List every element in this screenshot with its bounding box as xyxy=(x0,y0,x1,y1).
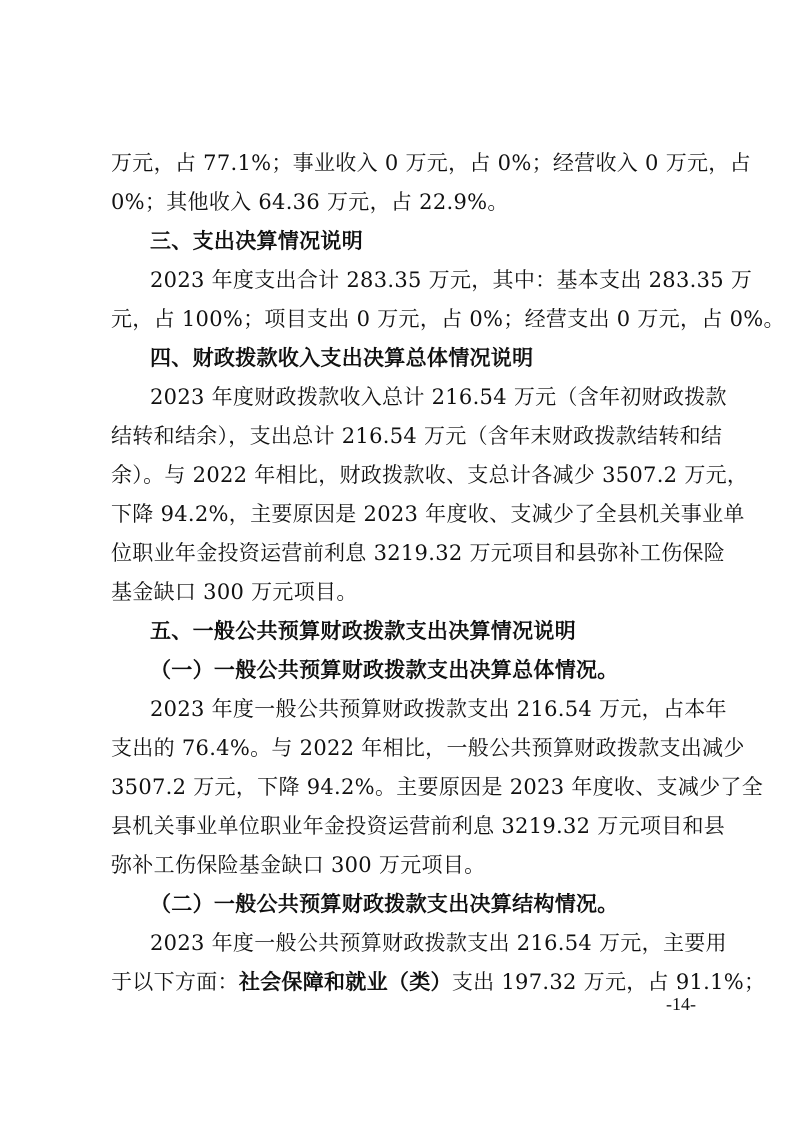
body-line: 位职业年金投资运营前利息 3219.32 万元项目和县弥补工伤保险 xyxy=(111,541,726,565)
section-heading: 五、一般公共预算财政拨款支出决算情况说明 xyxy=(150,619,576,643)
body-line: 下降 94.2%，主要原因是 2023 年度收、支减少了全县机关事业单 xyxy=(111,502,745,526)
body-line: 2023 年度支出合计 283.35 万元，其中：基本支出 283.35 万 xyxy=(150,268,753,292)
body-line: 结转和结余），支出总计 216.54 万元（含年末财政拨款结转和结 xyxy=(111,424,723,448)
body-line: 2023 年度一般公共预算财政拨款支出 216.54 万元，占本年 xyxy=(150,697,727,721)
body-line: 余）。与 2022 年相比，财政拨款收、支总计各减少 3507.2 万元， xyxy=(111,463,749,487)
body-line: 万元，占 77.1%；事业收入 0 万元，占 0%；经营收入 0 万元，占 xyxy=(111,151,751,175)
body-line: 县机关事业单位职业年金投资运营前利息 3219.32 万元项目和县 xyxy=(111,814,726,838)
body-line-mixed xyxy=(111,966,766,998)
body-text: 支出 197.32 万元，占 91.1%； xyxy=(451,970,766,994)
body-line: 元，占 100%；项目支出 0 万元，占 0%；经营支出 0 万元，占 0%。 xyxy=(111,307,785,331)
bold-category: 社会保障和就业（类） xyxy=(238,969,452,994)
body-line: 2023 年度一般公共预算财政拨款支出 216.54 万元，主要用 xyxy=(150,931,727,955)
page-number: -14- xyxy=(666,994,696,1014)
body-line: 2023 年度财政拨款收入总计 216.54 万元（含年初财政拨款 xyxy=(150,385,727,409)
section-heading: 四、财政拨款收入支出决算总体情况说明 xyxy=(150,346,534,370)
body-line: 支出的 76.4%。与 2022 年相比，一般公共预算财政拨款支出减少 xyxy=(111,736,745,760)
subsection-heading: （一）一般公共预算财政拨款支出决算总体情况。 xyxy=(150,657,619,682)
body-line: 基金缺口 300 万元项目。 xyxy=(111,580,358,604)
body-line: 弥补工伤保险基金缺口 300 万元项目。 xyxy=(111,853,486,877)
body-text: 于以下方面： xyxy=(111,970,239,994)
body-line: 0%；其他收入 64.36 万元，占 22.9%。 xyxy=(111,190,509,214)
section-heading: 三、支出决算情况说明 xyxy=(150,229,363,253)
body-line: 3507.2 万元，下降 94.2%。主要原因是 2023 年度收、支减少了全 xyxy=(111,775,764,799)
subsection-heading: （二）一般公共预算财政拨款支出决算结构情况。 xyxy=(150,891,619,916)
